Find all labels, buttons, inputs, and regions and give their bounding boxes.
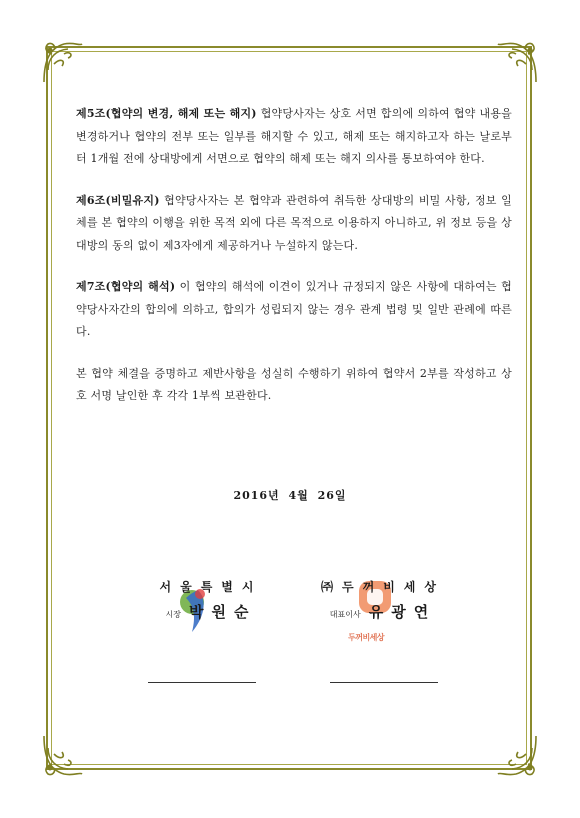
- signatory-org: ㈜두꺼비세상: [321, 580, 445, 594]
- signatory-seoul: [136, 578, 286, 622]
- ornament-corner-icon: [494, 732, 540, 778]
- signatory-title: 시장: [165, 610, 181, 619]
- article-text: 협약당사자는 상호 서면 합의에 의하여 협약 내용을 변경하거나 협약의 전부 또는 일부를 해지할 수 있고, 해제 또는 해지하고자 하는 날로부터 1개월 전에 상대방에게 서면으로 협약의 해제 또는 해지 의사를 통보하여야 한다.: [76, 107, 512, 165]
- signatory-org: 서울특별시: [159, 580, 263, 594]
- article-text: 이 협약의 해석에 이견이 있거나 규정되지 않은 사항에 대하여는 협약당사자간의 합의에 의하고, 합의가 성립되지 않는 경우 관계 법령 및 일반 관례에 따른다.: [76, 280, 512, 338]
- article-heading: 제5조(협약의 변경, 해제 또는 해지): [76, 107, 257, 120]
- signatory-title: 대표이사: [329, 610, 361, 619]
- company-seal-text: 두꺼비세상: [348, 632, 385, 642]
- ornament-corner-icon: [40, 40, 86, 86]
- ornament-corner-icon: [494, 40, 540, 86]
- signatory-rep: [136, 601, 286, 622]
- article-5: [76, 103, 512, 171]
- signatory-name: 유광연: [368, 603, 437, 621]
- signatory-company: [308, 578, 458, 622]
- article-7: [76, 276, 512, 344]
- closing-statement: 본 협약 체결을 증명하고 제반사항을 성실히 수행하기 위하여 협약서 2부를 작성하고 상호 서명 날인한 후 각각 1부씩 보관한다.: [76, 366, 512, 402]
- ornament-corner-icon: [40, 732, 86, 778]
- signing-date: 2016년 4월 26일: [233, 489, 347, 502]
- signatory-name: 박원순: [188, 603, 257, 621]
- article-6: [76, 190, 512, 258]
- article-heading: 제7조(협약의 해석): [76, 280, 176, 293]
- signature-line-right: [330, 682, 438, 683]
- signature-line-left: [148, 682, 256, 683]
- article-text: 협약당사자는 본 협약과 관련하여 취득한 상대방의 비밀 사항, 정보 일체를 본 협약의 이행을 위한 목적 외에 다른 목적으로 이용하지 아니하고, 위 정보 등을 상대방의 동의 없이 제3자에게 제공하거나 누설하지 않는다.: [76, 193, 512, 252]
- agreement-body: [76, 103, 512, 427]
- signatory-rep: [308, 601, 458, 622]
- article-heading: 제6조(비밀유지): [76, 193, 160, 207]
